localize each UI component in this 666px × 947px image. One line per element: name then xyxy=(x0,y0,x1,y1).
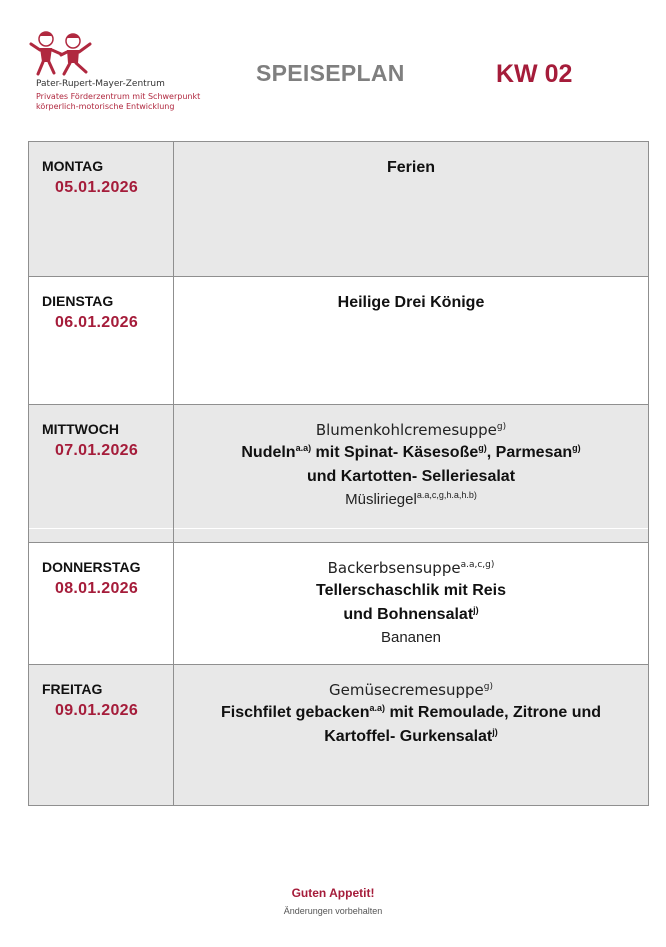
day-name: DIENSTAG xyxy=(42,293,114,309)
soup-name: Gemüsecremesuppe xyxy=(329,681,484,699)
main-dish-part: , Parmesan xyxy=(486,444,573,461)
main-dish-line1: Tellerschaschlik mit Reis xyxy=(315,582,506,599)
menu-cell xyxy=(174,405,649,543)
main-dish-line1 xyxy=(174,441,648,465)
footer-note: Änderungen vorbehalten xyxy=(283,906,383,916)
day-cell xyxy=(29,543,174,665)
holiday-label: Ferien xyxy=(386,159,435,176)
soup-name: Blumenkohlcremesuppe xyxy=(315,421,497,439)
allergen-note: g) xyxy=(496,422,507,432)
main-dish-line2: und Kartotten- Selleriesalat xyxy=(306,468,516,485)
main-dish-part: mit Spinat- Käsesoße xyxy=(311,444,479,461)
page-title: SPEISEPLAN xyxy=(256,60,405,86)
menu-cell xyxy=(174,665,649,806)
day-row-thursday xyxy=(29,543,649,665)
main-dish-line2 xyxy=(174,603,648,627)
side-line: Bananen xyxy=(380,629,442,646)
allergen-note: a.a,c,g) xyxy=(460,560,495,570)
main-dish-part: Nudeln xyxy=(241,444,296,461)
allergen-note: g) xyxy=(478,443,487,453)
day-row-friday xyxy=(29,665,649,806)
menu-cell xyxy=(174,142,649,277)
logo xyxy=(28,30,218,78)
allergen-note: j) xyxy=(492,727,498,737)
divider xyxy=(174,528,648,529)
allergen-note: a.a) xyxy=(369,703,385,713)
divider xyxy=(29,528,173,529)
allergen-note: a.a) xyxy=(295,443,312,453)
main-dish-line2 xyxy=(174,725,648,749)
day-date: 09.01.2026 xyxy=(55,702,139,719)
day-date: 06.01.2026 xyxy=(55,314,139,331)
org-subtitle xyxy=(36,92,200,112)
soup-line xyxy=(174,557,648,579)
main-dish-line1 xyxy=(174,701,648,725)
day-date: 05.01.2026 xyxy=(55,179,139,196)
menu-cell xyxy=(174,543,649,665)
day-name: MITTWOCH xyxy=(42,421,119,437)
soup-line xyxy=(174,679,648,701)
day-cell xyxy=(29,277,174,405)
allergen-note: g) xyxy=(483,682,493,692)
day-name: DONNERSTAG xyxy=(42,559,141,575)
week-number: KW 02 xyxy=(496,60,573,88)
main-dish-part: Fischfilet gebacken xyxy=(220,704,370,721)
day-date: 07.01.2026 xyxy=(55,442,139,459)
org-subtitle-line1: Privates Förderzentrum mit Schwerpunkt xyxy=(36,92,201,101)
holiday-label: Heilige Drei Könige xyxy=(337,294,485,311)
children-playing-icon xyxy=(28,30,98,78)
day-name: MONTAG xyxy=(42,158,104,174)
side-line xyxy=(174,489,648,511)
day-row-wednesday xyxy=(29,405,649,543)
org-subtitle-line2: körperlich-motorische Entwicklung xyxy=(36,102,175,111)
footer-greeting: Guten Appetit! xyxy=(291,886,375,900)
main-dish-part: mit Remoulade, Zitrone und xyxy=(385,704,602,721)
day-row-tuesday xyxy=(29,277,649,405)
day-cell xyxy=(29,142,174,277)
day-cell xyxy=(29,665,174,806)
allergen-note: a.a,c,g,h.a,h.b) xyxy=(416,490,477,500)
soup-name: Backerbsensuppe xyxy=(327,559,461,577)
day-date: 08.01.2026 xyxy=(55,580,139,597)
side-name: Müsliriegel xyxy=(345,491,417,508)
org-name: Pater-Rupert-Mayer-Zentrum xyxy=(36,79,165,89)
menu-table xyxy=(28,141,649,806)
main-dish-part: Kartoffel- Gurkensalat xyxy=(324,728,493,745)
day-row-monday xyxy=(29,142,649,277)
menu-cell xyxy=(174,277,649,405)
allergen-note: g) xyxy=(572,443,581,453)
day-name: FREITAG xyxy=(42,681,103,697)
main-dish-part: und Bohnensalat xyxy=(343,606,474,623)
allergen-note: j) xyxy=(473,605,479,615)
soup-line xyxy=(174,419,648,441)
day-cell xyxy=(29,405,174,543)
